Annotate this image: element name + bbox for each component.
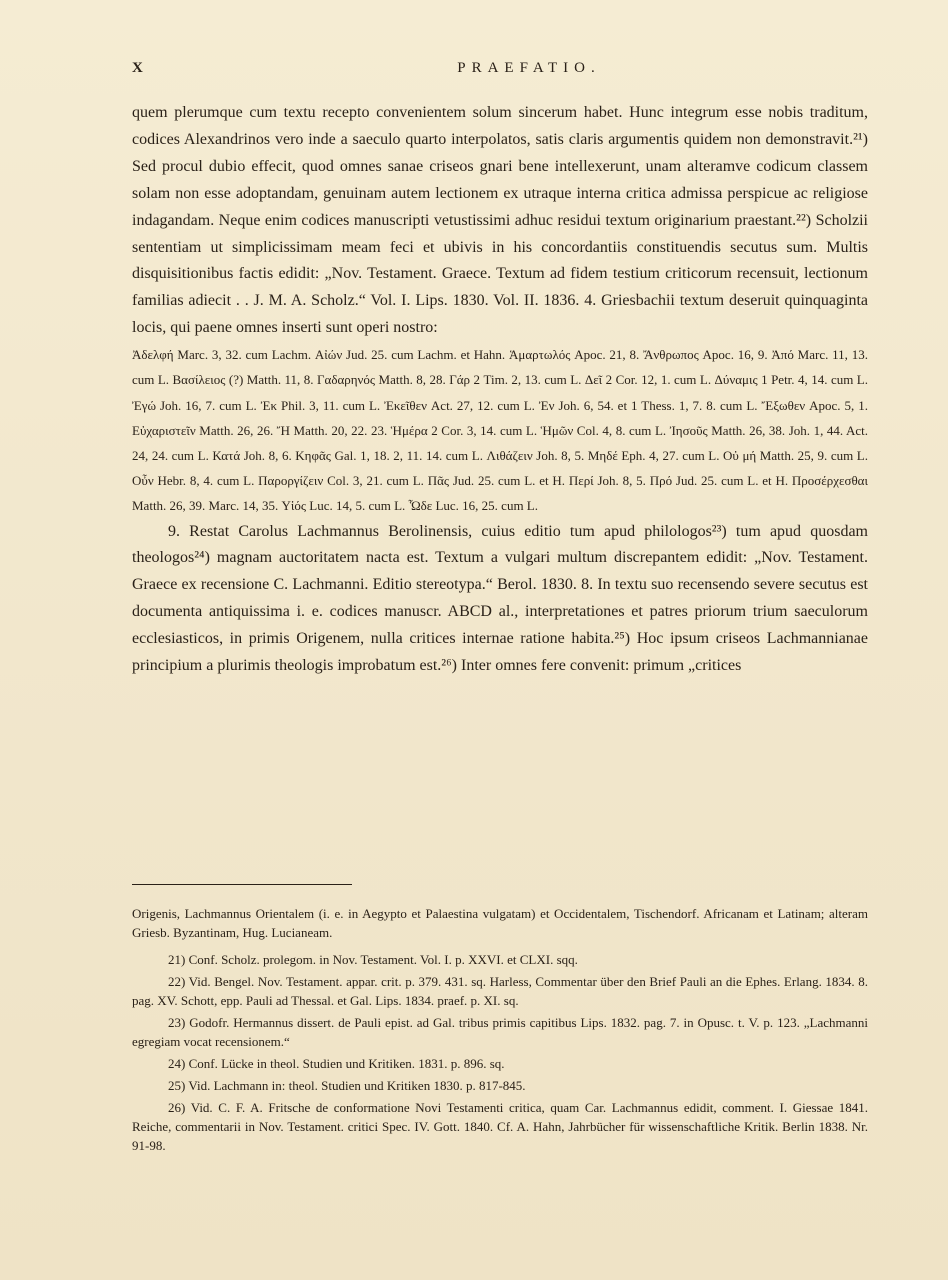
footnote-25: 25) Vid. Lachmann in: theol. Studien und Kritiken 1830. p. 817-845. — [168, 1078, 526, 1093]
greek-word-list: Ἀδελφή Marc. 3, 32. cum Lachm. Αἰών Jud. 25. cum Lachm. et Hahn. Ἁμαρτωλός Apoc. 21, 8. Ἄνθρωπος Apoc. 16, 9. Ἀπό Marc. 11, 13. cum L. Βασίλειος (?) Matth. 11, 8. Γαδαρηνός Matth. 8, 28. Γάρ 2 Tim. 2, 13. cum L. Δεῖ 2 Cor. 12, 1. cum L. Δύναμις 1 Petr. 4, 14. cum L. Ἐγώ Joh. 16, 7. cum L. Ἐκ Phil. 3, 11. cum L. Ἐκεῖθεν Act. 27, 12. cum L. Ἐν Joh. 6, 54. et 1 Thess. 1, 7. 8. cum L. Ἔξωθεν Apoc. 5, 1. Εὐχαριστεῖν Matth. 26, 26. Ἤ Matth. 20, 22. 23. Ἡμέρα 2 Cor. 3, 14. cum L. Ἡμῶν Col. 4, 8. cum L. Ἰησοῦς Matth. 26, 38. Joh. 1, 44. Act. 24, 24. cum L. Κατά Joh. 8, 6. Κηφᾶς Gal. 1, 18. 2, 11. 14. cum L. Λιθάζειν Joh. 8, 5. Μηδέ Eph. 4, 27. cum L. Οὐ μή Matth. 25, 9. cum L. Οὖν Hebr. 8, 4. cum L. Παροργίζειν Col. 3, 21. cum L. Πᾶς Jud. 25. cum L. et H. Περί Joh. 8, 5. Πρό Jud. 25. cum L. et H. Προσέρχεσθαι Matth. 26, 39. Marc. 14, 35. Υἱός Luc. 14, 5. cum L. Ὧδε Luc. 16, 25. cum L. — [132, 347, 868, 514]
paragraph-section-9: 9. Restat Carolus Lachmannus Berolinensis, cuius editio tum apud philologos²³) tum apud quosdam theologos²⁴) magnam auctoritatem nacta est. Textum a vulgari multum discrepantem edidit: „Nov. Testament. Graece ex recensione C. Lachmanni. Editio stereotypa.“ Berol. 1830. 8. In textu suo recensendo severe secutus est documenta antiquissima i. e. codices manuscr. ABCD al., interpretationes et patres priorum trium saeculorum ecclesiasticos, in primis Origenem, nulla critices internae ratione habita.²⁵) Hoc ipsum criseos Lachmannianae principium a plurimis theologis improbatum est.²⁶) Inter omnes fere convenit: primum „critices — [132, 522, 868, 675]
footnote-continuation: Origenis, Lachmannus Orientalem (i. e. in Aegypto et Palaestina vulgatam) et Occidentalem, Tischendorf. Africanam et Latinam; alteram Griesb. Byzantinam, Hug. Lucianeam. — [132, 906, 868, 940]
footnotes — [132, 904, 868, 1158]
footnote-divider — [132, 884, 352, 885]
running-title: PRAEFATIO. — [457, 60, 601, 76]
paragraph-continuation: quem plerumque cum textu recepto convenientem solum sincerum habet. Hunc integrum esse nobis traditum, codices Alexandrinos vero inde a saeculo quarto interpolatos, satis claris argumentis quidem non demonstravit.²¹) Sed procul dubio effecit, quod omnes sanae criseos gnari bene intellexerunt, unam alteramve codicum classem solam non esse adoptandam, genuinam autem lectionem ex utraque interna critica admissa perspicue ac religiose indagandam. Neque enim codices manuscripti vetustissimi adhuc residui textum originarium praestant.²²) Scholzii sententiam ut simplicissimam meam feci et ubivis in his concordantiis constituendis secutus sum. Multis disquisitionibus factis edidit: „Nov. Testament. Graece. Textum ad fidem testium criticorum recensuit, lectionum familias adiecit . . J. M. A. Scholz.“ Vol. I. Lips. 1830. Vol. II. 1836. 4. Griesbachii textum deseruit quinquaginta locis, qui paene omnes inserti sunt operi nostro: — [132, 104, 868, 337]
running-header — [132, 60, 866, 86]
footnote-22: 22) Vid. Bengel. Nov. Testament. appar. crit. p. 379. 431. sq. Harless, Commentar über den Brief Pauli an die Ephes. Erlang. 1834. 8. pag. XV. Schott, epp. Pauli ad Thessal. et Gal. Lips. 1834. praef. p. XI. sq. — [132, 974, 868, 1008]
footnote-26: 26) Vid. C. F. A. Fritsche de conformatione Novi Testamenti critica, quam Car. Lachmannus edidit, comment. I. Giessae 1841. Reiche, commentarii in Nov. Testament. critici Spec. IV. Gott. 1840. Cf. A. Hahn, Jahrbücher für wissenschaftliche Kritik. Berlin 1838. Nr. 91-98. — [132, 1100, 868, 1153]
page-number: X — [132, 60, 144, 76]
main-text — [132, 100, 868, 680]
footnote-21: 21) Conf. Scholz. prolegom. in Nov. Testament. Vol. I. p. XXVI. et CLXI. sqq. — [168, 952, 578, 967]
footnote-24: 24) Conf. Lücke in theol. Studien und Kritiken. 1831. p. 896. sq. — [168, 1056, 505, 1071]
footnote-23: 23) Godofr. Hermannus dissert. de Pauli epist. ad Gal. tribus primis capitibus Lips. 1832. pag. 7. in Opusc. t. V. p. 123. „Lachmanni egregiam vocat recensionem.“ — [132, 1015, 868, 1049]
